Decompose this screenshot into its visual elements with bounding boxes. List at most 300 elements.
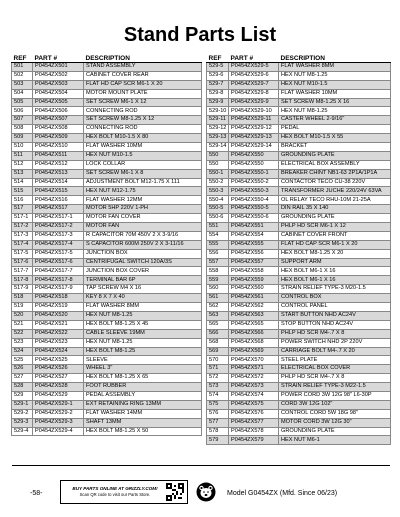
part-number-cell: P0454ZX525 (33, 356, 84, 365)
ref-cell: 507 (12, 116, 33, 125)
part-number-cell: P0454ZX517-6 (33, 258, 84, 267)
part-number-cell: P0454ZX529-7 (229, 80, 279, 89)
ref-cell: 504 (12, 89, 33, 98)
table-row (12, 178, 202, 187)
description-cell: CONTACTOR TECO CU-38 220V (279, 178, 391, 187)
ref-cell: 517-2 (12, 223, 33, 232)
part-number-cell: P0454ZX517 (33, 205, 84, 214)
ref-cell: 510 (12, 143, 33, 152)
description-cell: S CAPACITOR 600M 250V 2 X 3-11/16 (84, 240, 202, 249)
table-row (12, 187, 202, 196)
description-cell: CONTROL PANEL (279, 303, 391, 312)
table-row (207, 418, 391, 427)
table-row (12, 258, 202, 267)
part-number-cell: P0454ZX510 (33, 143, 84, 152)
ref-cell: 579 (207, 436, 229, 445)
table-row (12, 338, 202, 347)
model-footer: Model G0454ZX (Mfd. Since 06/23) (227, 490, 338, 497)
page-number: -58- (30, 490, 43, 497)
part-number-cell: P0454ZX529-13 (229, 134, 279, 143)
part-number-cell: P0454ZX550-6 (229, 214, 279, 223)
table-row (12, 71, 202, 80)
ref-cell: 521 (12, 320, 33, 329)
parts-table-left-body (12, 63, 202, 436)
description-cell: JUNCTION BOX COVER (84, 267, 202, 276)
table-row (12, 240, 202, 249)
part-number-cell: P0454ZX576 (229, 409, 279, 418)
table-row (12, 320, 202, 329)
ref-cell: 526 (12, 365, 33, 374)
description-cell: FLAT WASHER 12MM (84, 196, 202, 205)
ref-cell: 511 (12, 151, 33, 160)
footer-divider (12, 465, 390, 466)
description-cell: MOTOR FAN COVER (84, 214, 202, 223)
part-number-cell: P0454ZX574 (229, 391, 279, 400)
table-row (207, 134, 391, 143)
description-cell: R CAPACITOR 70M 450V 2 X 3-9/16 (84, 231, 202, 240)
ref-cell: 550-5 (207, 205, 229, 214)
part-number-cell: P0454ZX571 (229, 365, 279, 374)
ref-cell: 517-3 (12, 231, 33, 240)
table-row (207, 311, 391, 320)
ref-cell: 516 (12, 196, 33, 205)
description-cell: HEX BOLT M8-1.25 X 45 (84, 320, 202, 329)
table-row (12, 116, 202, 125)
table-row (207, 329, 391, 338)
ref-header: REF (12, 53, 33, 63)
table-row (207, 98, 391, 107)
ref-cell: 509 (12, 134, 33, 143)
part-number-cell: P0454ZX529-2 (33, 409, 84, 418)
table-row (12, 249, 202, 258)
ref-cell: 523 (12, 338, 33, 347)
part-number-cell: P0454ZX524 (33, 347, 84, 356)
table-row (12, 418, 202, 427)
ref-cell: 505 (12, 98, 33, 107)
part-number-cell: P0454ZX529-6 (229, 71, 279, 80)
table-row (207, 231, 391, 240)
part-number-cell: P0454ZX557 (229, 258, 279, 267)
description-cell: HEX NUT M8-1.25 (279, 107, 391, 116)
table-row (12, 196, 202, 205)
table-row (207, 436, 391, 445)
ref-header: REF (207, 53, 229, 63)
table-row (12, 374, 202, 383)
description-cell: CORD 3W 12G 102" (279, 400, 391, 409)
table-header-row (12, 53, 202, 63)
table-row (207, 294, 391, 303)
ref-cell: 529-8 (207, 89, 229, 98)
part-number-cell: P0454ZX550-1 (229, 169, 279, 178)
part-number-cell: P0454ZX505 (33, 98, 84, 107)
table-row (207, 374, 391, 383)
table-row (207, 285, 391, 294)
ref-cell: 527 (12, 374, 33, 383)
part-number-cell: P0454ZX529-3 (33, 418, 84, 427)
part-number-cell: P0454ZX563 (229, 311, 279, 320)
description-cell: FLAT WASHER 10MM (279, 89, 391, 98)
description-cell: CONNECTING ROD (84, 125, 202, 134)
description-cell: LOCK COLLAR (84, 160, 202, 169)
ref-cell: 529 (12, 391, 33, 400)
description-cell: PHLP HD SCR M4-.7 X 8 (279, 374, 391, 383)
ref-cell: 574 (207, 391, 229, 400)
part-number-cell: P0454ZX509 (33, 134, 84, 143)
description-cell: TERMINAL BAR 6P (84, 276, 202, 285)
table-row (12, 223, 202, 232)
table-row (207, 320, 391, 329)
description-cell: FLAT HD CAP SCR M6-1 X 20 (84, 80, 202, 89)
table-row (12, 151, 202, 160)
table-row (207, 303, 391, 312)
description-cell: PEDAL ASSEMBLY (84, 391, 202, 400)
description-cell: GROUNDING PLATE (279, 151, 391, 160)
ref-cell: 517-1 (12, 214, 33, 223)
ref-cell: 554 (207, 231, 229, 240)
part-number-cell: P0454ZX517-5 (33, 249, 84, 258)
part-number-cell: P0454ZX529-14 (229, 143, 279, 152)
table-row (207, 143, 391, 152)
part-number-cell: P0454ZX528 (33, 383, 84, 392)
ref-cell: 575 (207, 400, 229, 409)
table-row (207, 391, 391, 400)
part-number-cell: P0454ZX523 (33, 338, 84, 347)
table-row (12, 400, 202, 409)
part-number-cell: P0454ZX556 (229, 249, 279, 258)
description-cell: TAP SCREW M4 X 16 (84, 285, 202, 294)
table-row (207, 107, 391, 116)
ref-cell: 517-8 (12, 276, 33, 285)
part-number-cell: P0454ZX551 (229, 223, 279, 232)
table-row (12, 303, 202, 312)
ref-cell: 517-4 (12, 240, 33, 249)
description-cell: HEX NUT M8-1.25 (84, 311, 202, 320)
ref-cell: 529-2 (12, 409, 33, 418)
table-row (207, 338, 391, 347)
ref-cell: 514 (12, 178, 33, 187)
description-cell: SET SCREW M6-1 X 12 (84, 98, 202, 107)
table-row (12, 134, 202, 143)
table-row (12, 391, 202, 400)
part-number-cell: P0454ZX529-8 (229, 89, 279, 98)
ref-cell: 555 (207, 240, 229, 249)
ref-cell: 529-6 (207, 71, 229, 80)
part-number-cell: P0454ZX558 (229, 267, 279, 276)
ref-cell: 565 (207, 320, 229, 329)
table-row (207, 249, 391, 258)
description-cell: FLAT WASHER 14MM (84, 409, 202, 418)
description-cell: CABINET COVER REAR (84, 71, 202, 80)
table-row (12, 427, 202, 436)
description-cell: FLAT WASHER 8MM (279, 63, 391, 72)
part-number-cell: P0454ZX562 (229, 303, 279, 312)
part-number-cell: P0454ZX529-10 (229, 107, 279, 116)
part-number-cell: P0454ZX568 (229, 338, 279, 347)
description-cell: STRAIN RELIEF TYPE-3 M20-1.5 (279, 285, 391, 294)
description-cell: SET SCREW M8-1.25 X 12 (84, 116, 202, 125)
table-row (207, 151, 391, 160)
part-number-cell: P0454ZX520 (33, 311, 84, 320)
part-header: PART # (229, 53, 279, 63)
description-cell: TRANSFORMER JUCHE 220/24V 63VA (279, 187, 391, 196)
description-cell: OL RELAY TECO RHU-10M 21-25A (279, 196, 391, 205)
part-number-cell: P0454ZX512 (33, 160, 84, 169)
description-cell: SLEEVE (84, 356, 202, 365)
description-cell: POWER CORD 3W 12G 98" L6-30P (279, 391, 391, 400)
description-cell: STEEL PLATE (279, 356, 391, 365)
description-cell: SHAFT 13MM (84, 418, 202, 427)
ref-cell: 578 (207, 427, 229, 436)
table-row (12, 107, 202, 116)
ref-cell: 517-5 (12, 249, 33, 258)
description-cell: PHLP HD SCR M4-.7 X 8 (279, 329, 391, 338)
part-number-cell: P0454ZX507 (33, 116, 84, 125)
ref-cell: 550-1 (207, 169, 229, 178)
table-row (12, 356, 202, 365)
parts-table-right-body (207, 63, 391, 445)
description-cell: CONNECTING ROD (84, 107, 202, 116)
grizzly-bear-logo-icon (196, 482, 216, 502)
part-number-cell: P0454ZX572 (229, 374, 279, 383)
qr-code-icon[interactable] (166, 483, 184, 501)
part-number-cell: P0454ZX529 (33, 391, 84, 400)
part-number-cell: P0454ZX550-3 (229, 187, 279, 196)
table-row (207, 71, 391, 80)
description-header: DESCRIPTION (279, 53, 391, 63)
part-number-cell: P0454ZX515 (33, 187, 84, 196)
ref-cell: 550 (207, 160, 229, 169)
ref-cell: 529-10 (207, 107, 229, 116)
part-number-cell: P0454ZX522 (33, 329, 84, 338)
description-cell: ADJUSTMENT BOLT M12-1.75 X 111 (84, 178, 202, 187)
table-row (12, 80, 202, 89)
table-header-row (207, 53, 391, 63)
ref-cell: 529-14 (207, 143, 229, 152)
part-number-cell: P0454ZX517-1 (33, 214, 84, 223)
description-cell: HEX NUT M10-1.5 (279, 80, 391, 89)
description-cell: DIN RAIL 35 X 140 (279, 205, 391, 214)
ref-cell: 571 (207, 365, 229, 374)
part-number-cell: P0454ZX555 (229, 240, 279, 249)
part-number-cell: P0454ZX579 (229, 436, 279, 445)
table-row (207, 89, 391, 98)
part-number-cell: P0454ZX550 (229, 151, 279, 160)
ref-cell: 551 (207, 223, 229, 232)
table-row (12, 285, 202, 294)
ref-cell: 501 (12, 63, 33, 72)
ref-cell: 561 (207, 294, 229, 303)
description-cell: CABLE SLEEVE 19MM (84, 329, 202, 338)
description-cell: BRACKET (279, 143, 391, 152)
part-number-cell: P0454ZX550-2 (229, 178, 279, 187)
ref-cell: 559 (207, 276, 229, 285)
description-cell: START BUTTON NHD AC24V (279, 311, 391, 320)
description-cell: HEX NUT M6-1 (279, 436, 391, 445)
table-row (207, 223, 391, 232)
part-number-cell: P0454ZX529-12 (229, 125, 279, 134)
ref-cell: 529-5 (207, 63, 229, 72)
description-header: DESCRIPTION (84, 53, 202, 63)
part-number-cell: P0454ZX559 (229, 276, 279, 285)
ref-cell: 529-1 (12, 400, 33, 409)
part-number-cell: P0454ZX521 (33, 320, 84, 329)
description-cell: KEY 8 X 7 X 40 (84, 294, 202, 303)
table-row (12, 125, 202, 134)
part-number-cell: P0454ZX561 (229, 294, 279, 303)
table-row (207, 178, 391, 187)
part-number-cell: P0454ZX529-9 (229, 98, 279, 107)
ref-cell: 517-6 (12, 258, 33, 267)
description-cell: MOTOR FAN (84, 223, 202, 232)
ref-cell: 512 (12, 160, 33, 169)
part-number-cell: P0454ZX517-8 (33, 276, 84, 285)
part-number-cell: P0454ZX502 (33, 71, 84, 80)
description-cell: HEX BOLT M10-1.5 X 80 (84, 134, 202, 143)
part-number-cell: P0454ZX508 (33, 125, 84, 134)
table-row (12, 143, 202, 152)
description-cell: HEX NUT M10-1.5 (84, 151, 202, 160)
ref-cell: 529-3 (12, 418, 33, 427)
part-number-cell: P0454ZX527 (33, 374, 84, 383)
part-number-cell: P0454ZX514 (33, 178, 84, 187)
promo-headline: BUY PARTS ONLINE AT GRIZZLY.COM! (72, 486, 158, 492)
description-cell: ELECTRICAL BOX ASSEMBLY (279, 160, 391, 169)
table-row (12, 383, 202, 392)
part-number-cell: P0454ZX566 (229, 329, 279, 338)
description-cell: CONTROL CORD 5W 18G 98" (279, 409, 391, 418)
description-cell: HEX BOLT M6-1 X 16 (279, 267, 391, 276)
description-cell: MOTOR CORD 3W 12G 30" (279, 418, 391, 427)
ref-cell: 563 (207, 311, 229, 320)
part-number-cell: P0454ZX519 (33, 303, 84, 312)
page-title: Stand Parts List (123, 24, 277, 46)
ref-cell: 519 (12, 303, 33, 312)
parts-promo-box[interactable] (60, 480, 188, 504)
part-number-cell: P0454ZX503 (33, 80, 84, 89)
part-number-cell: P0454ZX569 (229, 347, 279, 356)
description-cell: HEX BOLT M8-1.25 X 65 (84, 374, 202, 383)
table-row (207, 205, 391, 214)
part-number-cell: P0454ZX516 (33, 196, 84, 205)
description-cell: HEX BOLT M6-1 X 16 (279, 276, 391, 285)
ref-cell: 508 (12, 125, 33, 134)
table-row (207, 196, 391, 205)
ref-cell: 522 (12, 329, 33, 338)
ref-cell: 517 (12, 205, 33, 214)
ref-cell: 503 (12, 80, 33, 89)
part-number-cell: P0454ZX517-2 (33, 223, 84, 232)
part-number-cell: P0454ZX577 (229, 418, 279, 427)
ref-cell: 570 (207, 356, 229, 365)
description-cell: POWER SWITCH NHD 2P 220V (279, 338, 391, 347)
part-number-cell: P0454ZX513 (33, 169, 84, 178)
ref-cell: 550 (207, 151, 229, 160)
table-row (12, 409, 202, 418)
description-cell: HEX NUT M8-1.25 (279, 71, 391, 80)
ref-cell: 529-7 (207, 80, 229, 89)
ref-cell: 573 (207, 383, 229, 392)
description-cell: SET SCREW M6-1 X 8 (84, 169, 202, 178)
description-cell: HEX BOLT M8-1.25 X 50 (84, 427, 202, 436)
ref-cell: 562 (207, 303, 229, 312)
description-cell: HEX BOLT M8-1.25 X 20 (279, 249, 391, 258)
table-row (12, 98, 202, 107)
ref-cell: 576 (207, 409, 229, 418)
promo-subline: Scan QR code to visit our Parts Store. (79, 492, 151, 498)
description-cell: HEX BOLT M8-1.25 (84, 347, 202, 356)
ref-cell: 557 (207, 258, 229, 267)
part-number-cell: P0454ZX560 (229, 285, 279, 294)
ref-cell: 550-3 (207, 187, 229, 196)
ref-cell: 517-9 (12, 285, 33, 294)
promo-text (64, 486, 166, 497)
description-cell: FLAT WASHER 8MM (84, 303, 202, 312)
ref-cell: 550-2 (207, 178, 229, 187)
ref-cell: 529-12 (207, 125, 229, 134)
part-number-cell: P0454ZX570 (229, 356, 279, 365)
table-row (12, 205, 202, 214)
table-row (207, 169, 391, 178)
description-cell: PHLP HD SCR M6-1 X 12 (279, 223, 391, 232)
table-row (207, 400, 391, 409)
description-cell: MOTOR 5HP 220V 1-PH (84, 205, 202, 214)
table-row (207, 365, 391, 374)
description-cell: HEX NUT M8-1.25 (84, 338, 202, 347)
table-row (207, 347, 391, 356)
part-number-cell: P0454ZX550 (229, 160, 279, 169)
description-cell: CASTER WHEEL 2-9/16" (279, 116, 391, 125)
part-number-cell: P0454ZX518 (33, 294, 84, 303)
ref-cell: 556 (207, 249, 229, 258)
ref-cell: 529-9 (207, 98, 229, 107)
part-number-cell: P0454ZX529-1 (33, 400, 84, 409)
table-row (12, 347, 202, 356)
ref-cell: 550-6 (207, 214, 229, 223)
part-number-cell: P0454ZX517-7 (33, 267, 84, 276)
description-cell: FOOT RUBBER (84, 383, 202, 392)
part-header: PART # (33, 53, 84, 63)
table-row (207, 267, 391, 276)
table-row (12, 329, 202, 338)
description-cell: EXT RETAINING RING 13MM (84, 400, 202, 409)
table-row (207, 214, 391, 223)
part-number-cell: P0454ZX550-5 (229, 205, 279, 214)
ref-cell: 525 (12, 356, 33, 365)
part-number-cell: P0454ZX578 (229, 427, 279, 436)
ref-cell: 520 (12, 311, 33, 320)
part-number-cell: P0454ZX565 (229, 320, 279, 329)
table-row (207, 383, 391, 392)
parts-table-right (206, 53, 391, 445)
part-number-cell: P0454ZX501 (33, 63, 84, 72)
ref-cell: 577 (207, 418, 229, 427)
table-row (207, 258, 391, 267)
description-cell: FLAT HD CAP SCR M6-1 X 20 (279, 240, 391, 249)
description-cell: ELECTRICAL BOX COVER (279, 365, 391, 374)
part-number-cell: P0454ZX529-4 (33, 427, 84, 436)
table-row (207, 276, 391, 285)
part-number-cell: P0454ZX526 (33, 365, 84, 374)
table-row (207, 427, 391, 436)
parts-table-left (11, 53, 202, 436)
ref-cell: 568 (207, 338, 229, 347)
table-row (12, 89, 202, 98)
table-row (207, 80, 391, 89)
table-row (12, 160, 202, 169)
table-row (207, 356, 391, 365)
part-number-cell: P0454ZX529-11 (229, 116, 279, 125)
description-cell: CARRIAGE BOLT M4-.7 X 20 (279, 347, 391, 356)
